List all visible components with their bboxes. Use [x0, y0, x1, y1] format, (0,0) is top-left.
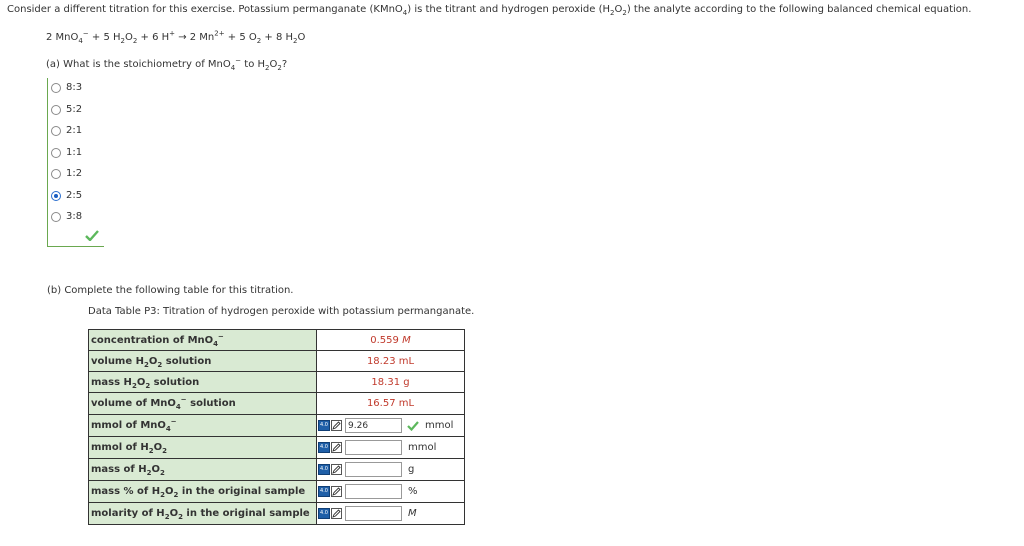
table-row	[89, 330, 465, 351]
choice-3-8[interactable]: 3:8	[51, 211, 82, 222]
sig-fig-badge-icon[interactable]: 4.0	[318, 464, 330, 475]
correct-check-icon	[407, 421, 419, 431]
sig-fig-badge-icon[interactable]: 4.0	[318, 420, 330, 431]
value-cell: 18.23 mL	[317, 351, 465, 372]
radio-button[interactable]	[51, 105, 61, 115]
sig-fig-badge-icon[interactable]: 4.0	[318, 508, 330, 519]
choice-2-1[interactable]: 2:1	[51, 125, 82, 136]
radio-button[interactable]	[51, 148, 61, 158]
input-cell: 4.0 %	[317, 481, 465, 503]
pencil-icon[interactable]	[331, 486, 342, 497]
input-cell: 4.0 9.26 mmol	[317, 415, 465, 437]
radio-button[interactable]	[51, 83, 61, 93]
molarity-input[interactable]	[345, 506, 402, 521]
choice-2-5[interactable]: 2:5	[51, 190, 82, 201]
intro-text: Consider a different titration for this exercise. Potassium permanganate (KMnO$_4$) is the titrant and hydrogen peroxide $(H_2O_2)$ the analyte according to the following balanced chemical equation.	[7, 4, 972, 17]
pencil-icon[interactable]	[331, 508, 342, 519]
radio-button[interactable]	[51, 169, 61, 179]
stoichiometry-choices	[47, 78, 104, 247]
data-table	[88, 329, 465, 525]
radio-button[interactable]	[51, 212, 61, 222]
radio-button[interactable]	[51, 126, 61, 136]
table-row	[89, 481, 465, 503]
table-row	[89, 351, 465, 372]
pencil-icon[interactable]	[331, 464, 342, 475]
row-label: concentration of MnO$_4$−	[89, 330, 317, 351]
correct-check-icon	[85, 230, 99, 241]
input-cell: 4.0 M	[317, 503, 465, 525]
mmol-mno4-input[interactable]	[345, 418, 402, 433]
table-row	[89, 459, 465, 481]
value-cell: 16.57 mL	[317, 393, 465, 415]
choice-1-1[interactable]: 1:1	[51, 147, 82, 158]
row-label: volume $H_2O_2$ solution	[89, 351, 317, 372]
row-label: mmol of MnO$_4$−	[89, 415, 317, 437]
row-label: volume of MnO$_4$− solution	[89, 393, 317, 415]
sig-fig-badge-icon[interactable]: 4.0	[318, 486, 330, 497]
pencil-icon[interactable]	[331, 420, 342, 431]
radio-button-selected[interactable]	[51, 191, 61, 201]
input-cell: 4.0 g	[317, 459, 465, 481]
question-b: (b) Complete the following table for this titration.	[47, 285, 294, 296]
table-row	[89, 393, 465, 415]
row-label: molarity of $H_2O_2$ in the original sample	[89, 503, 317, 525]
choice-8-3[interactable]: 8:3	[51, 82, 82, 93]
table-row	[89, 372, 465, 393]
row-label: mass % of $H_2O_2$ in the original sample	[89, 481, 317, 503]
row-label: mass of $H_2O_2$	[89, 459, 317, 481]
row-label: mass $H_2O_2$ solution	[89, 372, 317, 393]
choice-5-2[interactable]: 5:2	[51, 104, 82, 115]
sig-fig-badge-icon[interactable]: 4.0	[318, 442, 330, 453]
mass-percent-input[interactable]	[345, 484, 402, 499]
pencil-icon[interactable]	[331, 442, 342, 453]
choice-1-2[interactable]: 1:2	[51, 168, 82, 179]
balanced-equation: 2 MnO$_4$− + 5 $H_2O_2 + 6$ H+ → 2 $Mn^{2+} + 5$ $O_2 + 8$ $H_2O$	[46, 29, 306, 45]
mass-h2o2-input[interactable]	[345, 462, 402, 477]
value-cell: 18.31 g	[317, 372, 465, 393]
table-caption: Data Table P3: Titration of hydrogen peroxide with potassium permanganate.	[88, 306, 475, 317]
value-cell: 0.559 M	[317, 330, 465, 351]
table-row	[89, 437, 465, 459]
table-row	[89, 415, 465, 437]
input-cell: 4.0 mmol	[317, 437, 465, 459]
mmol-h2o2-input[interactable]	[345, 440, 402, 455]
row-label: mmol of $H_2O_2$	[89, 437, 317, 459]
table-row	[89, 503, 465, 525]
question-a: (a) What is the stoichiometry of MnO$_4$− to $H_2O_2$?	[46, 56, 288, 72]
